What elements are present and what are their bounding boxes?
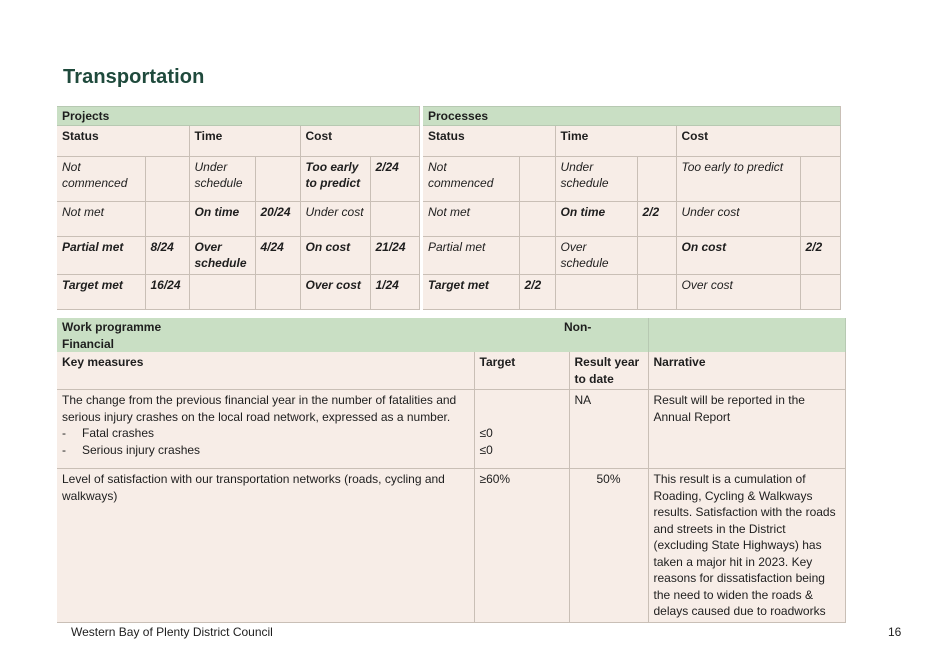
page-title: Transportation xyxy=(63,66,205,88)
table-cell: 21/24 xyxy=(370,236,419,274)
table-cell: Not commenced xyxy=(423,156,519,201)
table-row xyxy=(57,469,845,623)
table-cell xyxy=(637,236,676,274)
bullet-item: - Fatal crashes xyxy=(62,426,155,440)
table-cell: 2/2 xyxy=(800,236,840,274)
projects-header: Projects xyxy=(57,107,419,126)
col-result: Result year to date xyxy=(569,352,648,390)
table-cell xyxy=(800,156,840,201)
col-narrative: Narrative xyxy=(648,352,845,390)
table-cell: 16/24 xyxy=(145,274,189,309)
table-cell: On time xyxy=(555,201,637,236)
work-programme-header xyxy=(57,318,648,352)
table-cell: Over cost xyxy=(300,274,370,309)
processes-col-time: Time xyxy=(555,125,676,156)
processes-header: Processes xyxy=(423,107,840,126)
table-cell: Not met xyxy=(423,201,519,236)
table-cell: Under cost xyxy=(300,201,370,236)
table-cell xyxy=(145,201,189,236)
non-financial-label: Non-Financial xyxy=(62,320,592,351)
table-cell: On cost xyxy=(300,236,370,274)
table-cell: Target met xyxy=(57,274,145,309)
result-cell: NA xyxy=(569,390,648,469)
table-cell xyxy=(370,201,419,236)
table-cell: Over cost xyxy=(676,274,800,309)
table-cell: 2/24 xyxy=(370,156,419,201)
table-cell xyxy=(255,274,300,309)
processes-col-status: Status xyxy=(423,125,555,156)
target-value: ≤0 xyxy=(479,426,493,440)
table-cell xyxy=(255,156,300,201)
processes-table xyxy=(423,106,841,310)
table-cell xyxy=(800,201,840,236)
table-cell xyxy=(519,156,555,201)
table-cell xyxy=(637,156,676,201)
table-cell xyxy=(555,274,637,309)
table-cell xyxy=(145,156,189,201)
table-cell xyxy=(519,201,555,236)
table-cell: Under cost xyxy=(676,201,800,236)
table-cell: Not commenced xyxy=(57,156,145,201)
table-cell xyxy=(800,274,840,309)
table-cell: Not met xyxy=(57,201,145,236)
col-target: Target xyxy=(474,352,569,390)
table-cell: Over schedule xyxy=(189,236,255,274)
narrative-cell: Result will be reported in the Annual Report xyxy=(648,390,845,469)
table-cell: 2/2 xyxy=(519,274,555,309)
col-key-measures: Key measures xyxy=(57,352,474,390)
result-cell: 50% xyxy=(569,469,648,623)
table-cell: Under schedule xyxy=(555,156,637,201)
narrative-cell: This result is a cumulation of Roading, Cycling & Walkways results. Satisfaction with the roads and streets in the District (excluding State Highways) has taken a major hit in 2023. Key reasons for dissatisfaction being the need to widen the roads & delays caused due to roadworks xyxy=(648,469,845,623)
work-header-fill xyxy=(648,318,845,352)
table-cell xyxy=(637,274,676,309)
target-value: ≤0 xyxy=(479,442,493,457)
page-number: 16 xyxy=(888,625,902,639)
table-cell: Partial met xyxy=(423,236,519,274)
table-cell: On time xyxy=(189,201,255,236)
table-cell: Under schedule xyxy=(189,156,255,201)
target-cell xyxy=(474,390,569,469)
table-cell: Target met xyxy=(423,274,519,309)
table-cell xyxy=(189,274,255,309)
table-cell: 2/2 xyxy=(637,201,676,236)
work-programme-label: Work programme xyxy=(62,320,162,334)
table-cell: 20/24 xyxy=(255,201,300,236)
footer-org: Western Bay of Plenty District Council xyxy=(71,625,273,639)
measure-cell xyxy=(57,390,474,469)
work-programme-table xyxy=(57,318,846,623)
projects-col-status: Status xyxy=(57,125,189,156)
table-row xyxy=(57,390,845,469)
processes-col-cost: Cost xyxy=(676,125,840,156)
target-cell: ≥60% xyxy=(474,469,569,623)
measure-text: The change from the previous financial year in the number of fatalities and serious injury crashes on the local road network, expressed as a number. xyxy=(62,393,457,424)
table-cell: Too early to predict xyxy=(300,156,370,201)
table-cell: On cost xyxy=(676,236,800,274)
table-cell: Too early to predict xyxy=(676,156,800,201)
table-cell: 8/24 xyxy=(145,236,189,274)
table-cell xyxy=(519,236,555,274)
measure-cell: Level of satisfaction with our transportation networks (roads, cycling and walkways) xyxy=(57,469,474,623)
projects-col-time: Time xyxy=(189,125,300,156)
projects-col-cost: Cost xyxy=(300,125,419,156)
table-cell: 1/24 xyxy=(370,274,419,309)
bullet-item: - Serious injury crashes xyxy=(62,442,201,457)
projects-table xyxy=(57,106,420,310)
table-cell: Partial met xyxy=(57,236,145,274)
table-cell: Over schedule xyxy=(555,236,637,274)
table-cell: 4/24 xyxy=(255,236,300,274)
